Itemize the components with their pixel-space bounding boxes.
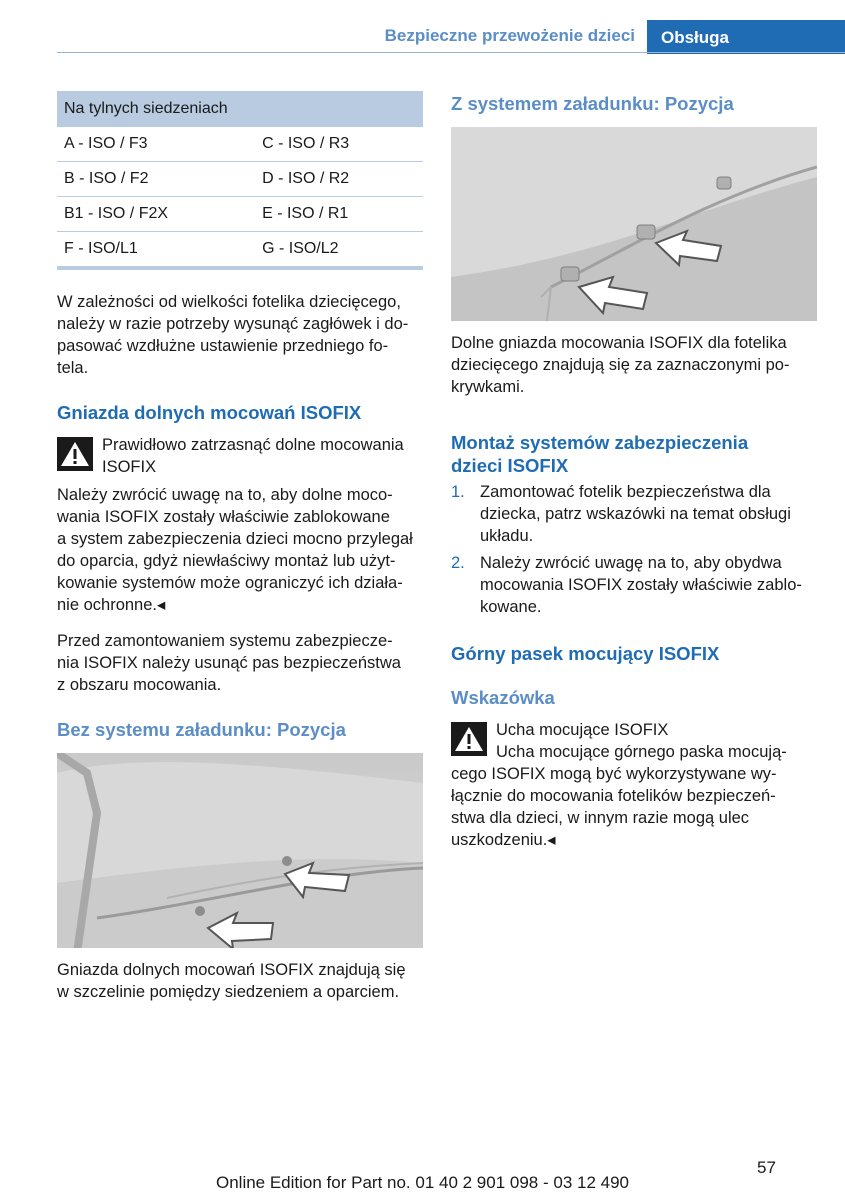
intro-paragraph: W zależności od wielkości fotelika dziecięcego, należy w razie potrzeby wysunąć zagłówek i do- pasować wzdłużne ustawienie przedniego fo- tela. bbox=[57, 293, 409, 377]
footer-edition-note: Online Edition for Part no. 01 40 2 901 098 - 03 12 490 bbox=[215, 1173, 629, 1192]
warning-icon bbox=[57, 437, 93, 471]
rear-seat-photo bbox=[57, 753, 423, 948]
warning-text: Ucha mocujące górnego paska mocują- cego ISOFIX mogą być wykorzystywane wy- łącznie do mocowania fotelików bezpieczeń- stwa dla dzieci, w innym razie mogą ulec uszkodzeniu.◂ bbox=[451, 743, 787, 849]
header-rule bbox=[57, 52, 845, 53]
table-row bbox=[57, 197, 423, 232]
heading-note: Wskazówka bbox=[451, 687, 555, 708]
rear-seat-covers-photo bbox=[451, 127, 817, 321]
list-item: 1. Zamontować fotelik bezpieczeństwa dla dziecka, patrz wskazówki na temat obsługi układu. bbox=[451, 483, 791, 545]
mounting-steps-list bbox=[451, 481, 821, 623]
heading-lower-anchors: Gniazda dolnych mocowań ISOFIX bbox=[57, 402, 362, 423]
table-cell: G - ISO/L2 bbox=[255, 232, 423, 269]
heading-top-tether: Górny pasek mocujący ISOFIX bbox=[451, 643, 720, 664]
table-cell: C - ISO / R3 bbox=[255, 127, 423, 162]
paragraph-remove-belt: Przed zamontowaniem systemu zabezpiecze- nia ISOFIX należy usunąć pas bezpieczeństwa z obszaru mocowania. bbox=[57, 632, 401, 694]
table-row bbox=[57, 232, 423, 269]
table-row bbox=[57, 127, 423, 162]
table-cell: F - ISO/L1 bbox=[57, 232, 255, 269]
heading-with-load-system: Z systemem załadunku: Pozycja bbox=[451, 93, 734, 114]
table-cell: B1 - ISO / F2X bbox=[57, 197, 255, 232]
caption-left-photo: Gniazda dolnych mocowań ISOFIX znajdują się w szczelinie pomiędzy siedzeniem a oparciem. bbox=[57, 961, 406, 1001]
heading-without-load-system: Bez systemu załadunku: Pozycja bbox=[57, 719, 346, 740]
isofix-class-table bbox=[57, 91, 423, 270]
heading-isofix-mounting: Montaż systemów zabezpieczenia dzieci ISOFIX bbox=[451, 432, 749, 476]
warning-text: Prawidłowo zatrzasnąć dolne mocowania ISOFIX bbox=[102, 436, 404, 476]
table-cell: A - ISO / F3 bbox=[57, 127, 255, 162]
paragraph-anchors-note: Należy zwrócić uwagę na to, aby dolne moco- wania ISOFIX zostały właściwie zablokowane a system zabezpieczenia dzieci mocno przylegał do oparcia, gdyż niewłaściwy montaż lub użyt- kowanie systemów może ograniczyć ich działa- nie ochronne.◂ bbox=[57, 486, 413, 614]
caption-right-photo: Dolne gniazda mocowania ISOFIX dla fotelika dziecięcego znajdują się za zaznaczonymi po- krywkami. bbox=[451, 334, 790, 396]
table-row bbox=[57, 162, 423, 197]
running-header-tab: Obsługa bbox=[647, 20, 845, 54]
page-number: 57 bbox=[757, 1158, 776, 1177]
table-header: Na tylnych siedzeniach bbox=[57, 91, 423, 127]
table-cell: D - ISO / R2 bbox=[255, 162, 423, 197]
table-cell: B - ISO / F2 bbox=[57, 162, 255, 197]
warning-title: Ucha mocujące ISOFIX bbox=[496, 721, 669, 739]
table-cell: E - ISO / R1 bbox=[255, 197, 423, 232]
running-header-section: Bezpieczne przewożenie dzieci bbox=[384, 26, 635, 45]
list-item: 2. Należy zwrócić uwagę na to, aby obydwa mocowania ISOFIX zostały właściwie zablo- kowane. bbox=[451, 554, 802, 616]
